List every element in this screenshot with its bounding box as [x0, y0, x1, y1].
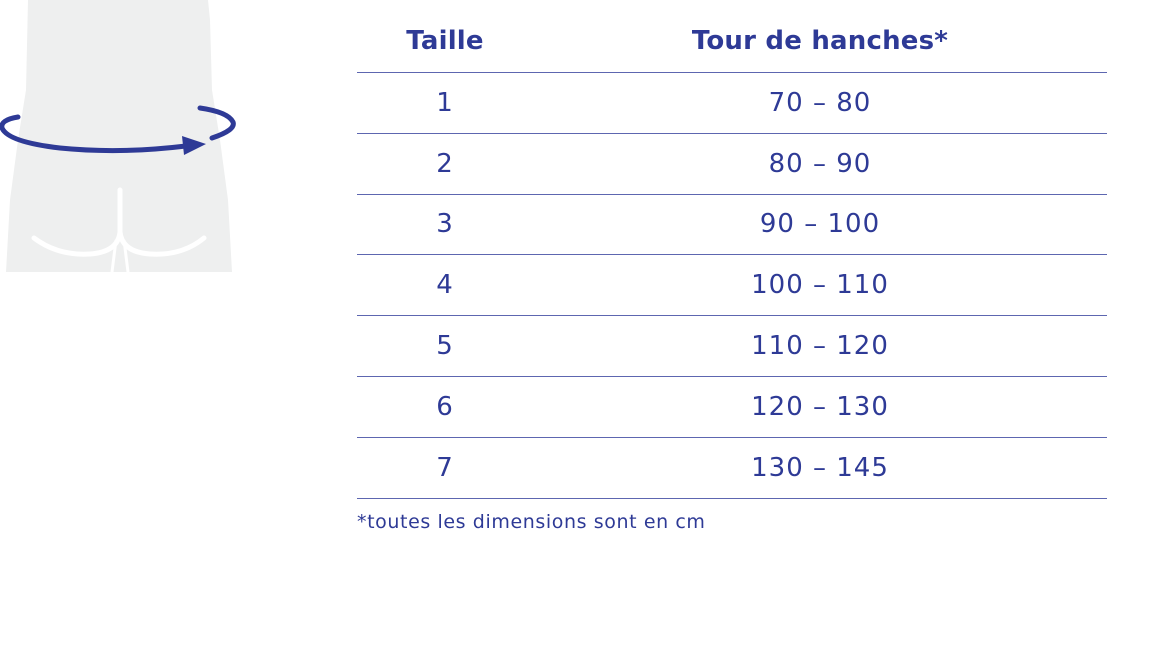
table-row [357, 73, 1107, 134]
hip-cell: 110 – 120 [533, 316, 1107, 377]
size-cell: 3 [357, 194, 533, 255]
hip-cell: 90 – 100 [533, 194, 1107, 255]
size-table [357, 26, 1107, 499]
hip-cell: 100 – 110 [533, 255, 1107, 316]
table-row [357, 255, 1107, 316]
size-cell: 5 [357, 316, 533, 377]
size-cell: 2 [357, 133, 533, 194]
table-row [357, 194, 1107, 255]
table-row [357, 133, 1107, 194]
size-cell: 6 [357, 376, 533, 437]
size-cell: 1 [357, 73, 533, 134]
hip-cell: 80 – 90 [533, 133, 1107, 194]
table-header-row [357, 26, 1107, 73]
hip-cell: 130 – 145 [533, 437, 1107, 498]
table-row [357, 376, 1107, 437]
table-row [357, 437, 1107, 498]
size-cell: 7 [357, 437, 533, 498]
hip-cell: 120 – 130 [533, 376, 1107, 437]
header-size: Taille [357, 26, 533, 73]
header-hip: Tour de hanches* [533, 26, 1107, 73]
size-cell: 4 [357, 255, 533, 316]
hip-cell: 70 – 80 [533, 73, 1107, 134]
table-row [357, 316, 1107, 377]
footnote: *toutes les dimensions sont en cm [357, 511, 706, 533]
hip-measurement-icon [0, 0, 240, 280]
